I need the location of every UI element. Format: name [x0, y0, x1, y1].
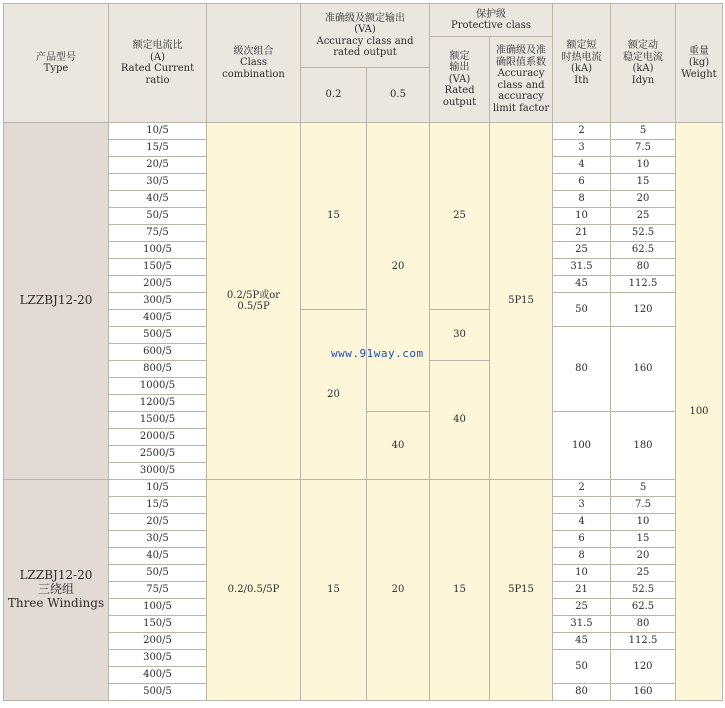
idyn-cell: 15	[611, 531, 676, 548]
prot-class-cell: 5P15	[490, 123, 553, 480]
ratio-cell: 10/5	[109, 480, 207, 497]
ith-cell: 80	[553, 684, 611, 701]
ratio-cell: 1200/5	[109, 395, 207, 412]
header-accuracy: 准确级及额定输出 (VA) Accuracy class and rated output	[301, 4, 430, 68]
prot-class-cell: 5P15	[490, 480, 553, 701]
ratio-cell: 15/5	[109, 140, 207, 157]
header-idyn: 额定动 稳定电流 (kA) Idyn	[611, 4, 676, 123]
idyn-cell: 160	[611, 327, 676, 412]
idyn-cell: 25	[611, 208, 676, 225]
header-weight: 重量 (kg) Weight	[676, 4, 723, 123]
header-protective-class: 准确级及准 确限值系数 Accuracy class and accuracy limit factor	[490, 37, 553, 123]
header-accuracy-02: 0.2	[301, 68, 367, 123]
idyn-cell: 112.5	[611, 633, 676, 650]
ith-cell: 8	[553, 548, 611, 565]
ith-cell: 4	[553, 514, 611, 531]
ratio-cell: 400/5	[109, 667, 207, 684]
ratio-cell: 600/5	[109, 344, 207, 361]
ratio-cell: 100/5	[109, 242, 207, 259]
idyn-cell: 10	[611, 514, 676, 531]
ratio-cell: 15/5	[109, 497, 207, 514]
ratio-cell: 50/5	[109, 208, 207, 225]
idyn-cell: 112.5	[611, 276, 676, 293]
ith-cell: 3	[553, 140, 611, 157]
header-protective: 保护级 Protective class	[430, 4, 553, 37]
header-type: 产品型号 Type	[4, 4, 109, 123]
ratio-cell: 40/5	[109, 548, 207, 565]
ratio-cell: 800/5	[109, 361, 207, 378]
idyn-cell: 120	[611, 650, 676, 684]
weight-cell: 100	[676, 123, 723, 701]
ratio-cell: 200/5	[109, 276, 207, 293]
ith-cell: 10	[553, 565, 611, 582]
ratio-cell: 300/5	[109, 650, 207, 667]
type-cell: LZZBJ12-20	[4, 123, 109, 480]
acc05-cell: 20	[367, 480, 430, 701]
ith-cell: 100	[553, 412, 611, 480]
ith-cell: 4	[553, 157, 611, 174]
ratio-cell: 20/5	[109, 157, 207, 174]
idyn-cell: 20	[611, 548, 676, 565]
idyn-cell: 5	[611, 480, 676, 497]
idyn-cell: 20	[611, 191, 676, 208]
ratio-cell: 150/5	[109, 616, 207, 633]
ratio-cell: 30/5	[109, 531, 207, 548]
ratio-cell: 500/5	[109, 684, 207, 701]
ratio-cell: 1500/5	[109, 412, 207, 429]
ratio-cell: 40/5	[109, 191, 207, 208]
ith-cell: 80	[553, 327, 611, 412]
ratio-cell: 30/5	[109, 174, 207, 191]
header-combination: 级次组合 Class combination	[207, 4, 301, 123]
acc02-cell: 20	[301, 310, 367, 480]
ratio-cell: 10/5	[109, 123, 207, 140]
header-protective-output: 额定 输出 (VA) Rated output	[430, 37, 490, 123]
ith-cell: 50	[553, 650, 611, 684]
ratio-cell: 75/5	[109, 225, 207, 242]
header-ratio: 额定电流比 (A) Rated Current ratio	[109, 4, 207, 123]
ith-cell: 45	[553, 276, 611, 293]
ith-cell: 6	[553, 531, 611, 548]
idyn-cell: 80	[611, 616, 676, 633]
ratio-cell: 75/5	[109, 582, 207, 599]
prot-output-cell: 25	[430, 123, 490, 310]
ith-cell: 31.5	[553, 259, 611, 276]
idyn-cell: 7.5	[611, 497, 676, 514]
ith-cell: 21	[553, 582, 611, 599]
idyn-cell: 62.5	[611, 242, 676, 259]
idyn-cell: 62.5	[611, 599, 676, 616]
header-accuracy-05: 0.5	[367, 68, 430, 123]
idyn-cell: 10	[611, 157, 676, 174]
idyn-cell: 15	[611, 174, 676, 191]
ratio-cell: 500/5	[109, 327, 207, 344]
ith-cell: 45	[553, 633, 611, 650]
combination-cell: 0.2/5P或or 0.5/5P	[207, 123, 301, 480]
acc05-cell: 20	[367, 123, 430, 412]
ith-cell: 31.5	[553, 616, 611, 633]
idyn-cell: 25	[611, 565, 676, 582]
ith-cell: 3	[553, 497, 611, 514]
ratio-cell: 2500/5	[109, 446, 207, 463]
ith-cell: 6	[553, 174, 611, 191]
idyn-cell: 5	[611, 123, 676, 140]
idyn-cell: 120	[611, 293, 676, 327]
acc05-cell: 40	[367, 412, 430, 480]
prot-output-cell: 30	[430, 310, 490, 361]
combination-cell: 0.2/0.5/5P	[207, 480, 301, 701]
ith-cell: 8	[553, 191, 611, 208]
header-ith: 额定短 时热电流 (kA) Ith	[553, 4, 611, 123]
acc02-cell: 15	[301, 123, 367, 310]
ith-cell: 2	[553, 480, 611, 497]
ratio-cell: 2000/5	[109, 429, 207, 446]
idyn-cell: 7.5	[611, 140, 676, 157]
idyn-cell: 180	[611, 412, 676, 480]
ratio-cell: 50/5	[109, 565, 207, 582]
ith-cell: 50	[553, 293, 611, 327]
ratio-cell: 150/5	[109, 259, 207, 276]
ith-cell: 10	[553, 208, 611, 225]
ratio-cell: 100/5	[109, 599, 207, 616]
ith-cell: 21	[553, 225, 611, 242]
watermark-text: www.91way.com	[331, 347, 424, 360]
ratio-cell: 200/5	[109, 633, 207, 650]
idyn-cell: 80	[611, 259, 676, 276]
ratio-cell: 3000/5	[109, 463, 207, 480]
idyn-cell: 52.5	[611, 225, 676, 242]
ratio-cell: 300/5	[109, 293, 207, 310]
ratio-cell: 400/5	[109, 310, 207, 327]
idyn-cell: 52.5	[611, 582, 676, 599]
prot-output-cell: 15	[430, 480, 490, 701]
ith-cell: 25	[553, 242, 611, 259]
ith-cell: 25	[553, 599, 611, 616]
prot-output-cell: 40	[430, 361, 490, 480]
ratio-cell: 1000/5	[109, 378, 207, 395]
type-cell-three-windings: LZZBJ12-20 三绕组 Three Windings	[4, 480, 109, 701]
ith-cell: 2	[553, 123, 611, 140]
acc02-cell: 15	[301, 480, 367, 701]
ratio-cell: 20/5	[109, 514, 207, 531]
idyn-cell: 160	[611, 684, 676, 701]
